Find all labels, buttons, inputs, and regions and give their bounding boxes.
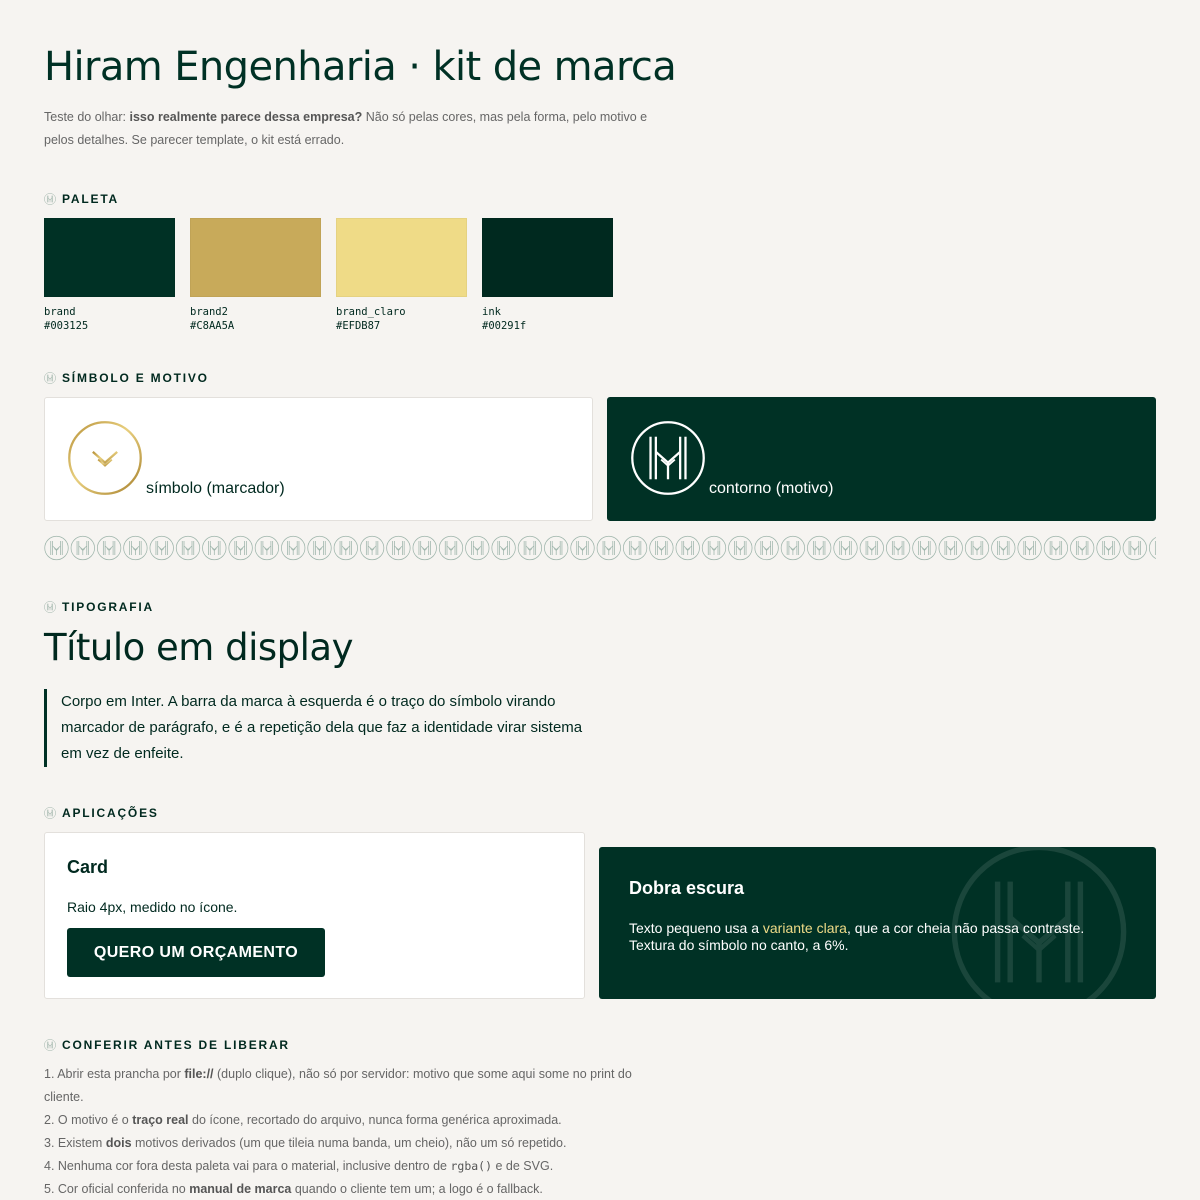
display-sample: Título em display — [44, 626, 353, 669]
swatch-hex: #00291f — [482, 320, 527, 332]
section-title-applications: APLICAÇÕES — [62, 806, 159, 820]
motif-tile — [860, 536, 884, 560]
motif-tile — [229, 536, 253, 560]
item-text: 3. Existem — [44, 1136, 106, 1150]
fold-text-accent: variante clara — [762, 920, 847, 936]
item-text: 4. Nenhuma cor fora desta paleta vai para o material, inclusive dentro de — [44, 1159, 451, 1173]
section-title-typography: TIPOGRAFIA — [62, 600, 154, 614]
swatch-hex: #C8AA5A — [190, 320, 235, 332]
motif-tile — [702, 536, 726, 560]
motif-tile — [413, 536, 437, 560]
motif-tile — [781, 536, 805, 560]
list-item — [44, 1132, 664, 1155]
section-label-palette — [44, 192, 119, 206]
motif-tile — [939, 536, 963, 560]
hh-monogram-icon — [67, 420, 143, 496]
motif-tile — [492, 536, 515, 560]
intro-prefix: Teste do olhar: — [44, 110, 130, 124]
item-code: rgba() — [450, 1159, 493, 1173]
motif-tile — [45, 536, 69, 560]
swatch-chip — [44, 218, 175, 297]
body-sample: Corpo em Inter. A barra da marca à esquerda é o traço do símbolo virando marcador de parágrafo, e é a repetição dela que faz a identidade virar sistema em vez de enfeite. — [44, 689, 604, 767]
motif-tile — [729, 536, 753, 560]
motif-tile — [992, 536, 1016, 560]
motif-tile — [755, 536, 779, 560]
swatch-name: ink — [482, 306, 501, 318]
list-item — [44, 1155, 664, 1178]
swatch-chip — [190, 218, 321, 297]
motif-tile — [544, 536, 568, 560]
motif-tile — [834, 536, 858, 560]
card-text: Raio 4px, medido no ícone. — [67, 899, 238, 915]
section-label-symbol — [44, 371, 209, 385]
list-item — [44, 1063, 664, 1109]
motif-tile — [439, 536, 463, 560]
motif-tile — [597, 536, 621, 560]
swatch-ink — [482, 218, 613, 333]
motif-tile — [1097, 536, 1121, 560]
motif-tile — [71, 536, 95, 560]
section-label-checklist — [44, 1038, 290, 1052]
hh-monogram-icon — [44, 372, 56, 384]
section-label-applications — [44, 806, 159, 820]
swatch-brand — [44, 218, 175, 333]
motif-tile — [466, 536, 490, 560]
swatch-hex: #003125 — [44, 320, 89, 332]
swatch-brand2 — [190, 218, 321, 333]
hh-outline-icon — [630, 420, 706, 496]
hh-monogram-icon — [44, 1039, 56, 1051]
item-emphasis: file:// — [184, 1067, 214, 1081]
quote-request-button[interactable]: QUERO UM ORÇAMENTO — [67, 928, 325, 977]
swatch-chip — [336, 218, 467, 297]
swatch-chip — [482, 218, 613, 297]
item-text: 1. Abrir esta prancha por — [44, 1067, 185, 1081]
motif-tile — [255, 536, 279, 560]
motif-tile — [623, 536, 647, 560]
swatch-brand-claro — [336, 218, 467, 333]
motif-tile — [1070, 536, 1094, 560]
motif-tile — [676, 536, 700, 560]
hh-monogram-icon — [44, 807, 56, 819]
symbol-caption: símbolo (marcador) — [146, 480, 285, 497]
item-emphasis: dois — [105, 1136, 132, 1150]
intro-suffix: Não só pelas cores, mas pela forma, pelo motivo e pelos detalhes. Se parecer template, o kit está errado. — [44, 110, 648, 147]
motif-tile — [360, 536, 384, 560]
swatch-name: brand2 — [190, 306, 228, 318]
symbol-card-light — [44, 397, 593, 521]
item-emphasis: traço real — [132, 1113, 189, 1127]
motif-tile — [124, 536, 147, 560]
fold-text-suffix: , que a cor cheia não passa contraste. Textura do símbolo no canto, a 6%. — [629, 920, 1085, 953]
list-item — [44, 1109, 664, 1132]
motif-tile — [281, 536, 305, 560]
section-label-typography — [44, 600, 154, 614]
swatch-name: brand — [44, 306, 76, 318]
intro-text — [44, 106, 664, 152]
release-checklist — [44, 1063, 664, 1200]
motif-tile — [886, 536, 910, 560]
item-text: (duplo clique), não só por servidor: motivo que some aqui some no print do cliente. — [44, 1067, 632, 1104]
motif-tile — [1149, 536, 1156, 560]
swatch-name: brand_claro — [336, 306, 406, 318]
section-title-symbol: SÍMBOLO E MOTIVO — [62, 371, 209, 385]
page-title: Hiram Engenharia · kit de marca — [44, 44, 677, 90]
intro-question: isso realmente parece dessa empresa? — [129, 110, 363, 124]
symbol-card-dark — [607, 397, 1156, 521]
fold-text-prefix: Texto pequeno usa a — [629, 920, 763, 936]
motif-tile — [1123, 536, 1147, 560]
motif-tile — [1044, 536, 1068, 560]
item-emphasis: manual de marca — [189, 1182, 292, 1196]
motif-tile — [965, 536, 989, 560]
hh-monogram-icon — [44, 193, 56, 205]
card-title: Card — [67, 857, 109, 877]
motif-tile — [387, 536, 411, 560]
item-text: motivos derivados (um que tileia numa banda, um cheio), não um só repetido. — [131, 1136, 567, 1150]
motif-tile — [1018, 536, 1042, 560]
list-item — [44, 1178, 664, 1200]
dark-fold-panel — [599, 847, 1156, 999]
motif-tile — [571, 536, 595, 560]
section-title-checklist: CONFERIR ANTES DE LIBERAR — [62, 1038, 290, 1052]
motif-tile — [334, 536, 358, 560]
outline-caption: contorno (motivo) — [709, 480, 834, 497]
motif-tile — [518, 536, 542, 560]
fold-title: Dobra escura — [629, 878, 745, 898]
motif-tile — [650, 536, 674, 560]
item-text: quando o cliente tem um; a logo é o fallback. — [291, 1182, 543, 1196]
item-text: 2. O motivo é o — [44, 1113, 133, 1127]
item-text: 5. Cor oficial conferida no — [44, 1182, 190, 1196]
item-text: do ícone, recortado do arquivo, nunca forma genérica aproximada. — [188, 1113, 562, 1127]
motif-tile — [150, 536, 174, 560]
item-text: e de SVG. — [492, 1159, 554, 1173]
swatch-hex: #EFDB87 — [336, 320, 381, 332]
fold-text — [629, 920, 1129, 954]
motif-tile — [176, 536, 200, 560]
motif-tile — [913, 536, 937, 560]
motif-tile — [203, 536, 227, 560]
motif-tile — [807, 536, 831, 560]
motif-tile — [308, 536, 332, 560]
section-title-palette: PALETA — [62, 192, 120, 206]
sample-card — [44, 832, 585, 999]
motif-band — [44, 535, 1156, 561]
hh-monogram-icon — [44, 601, 56, 613]
motif-tile — [97, 536, 121, 560]
